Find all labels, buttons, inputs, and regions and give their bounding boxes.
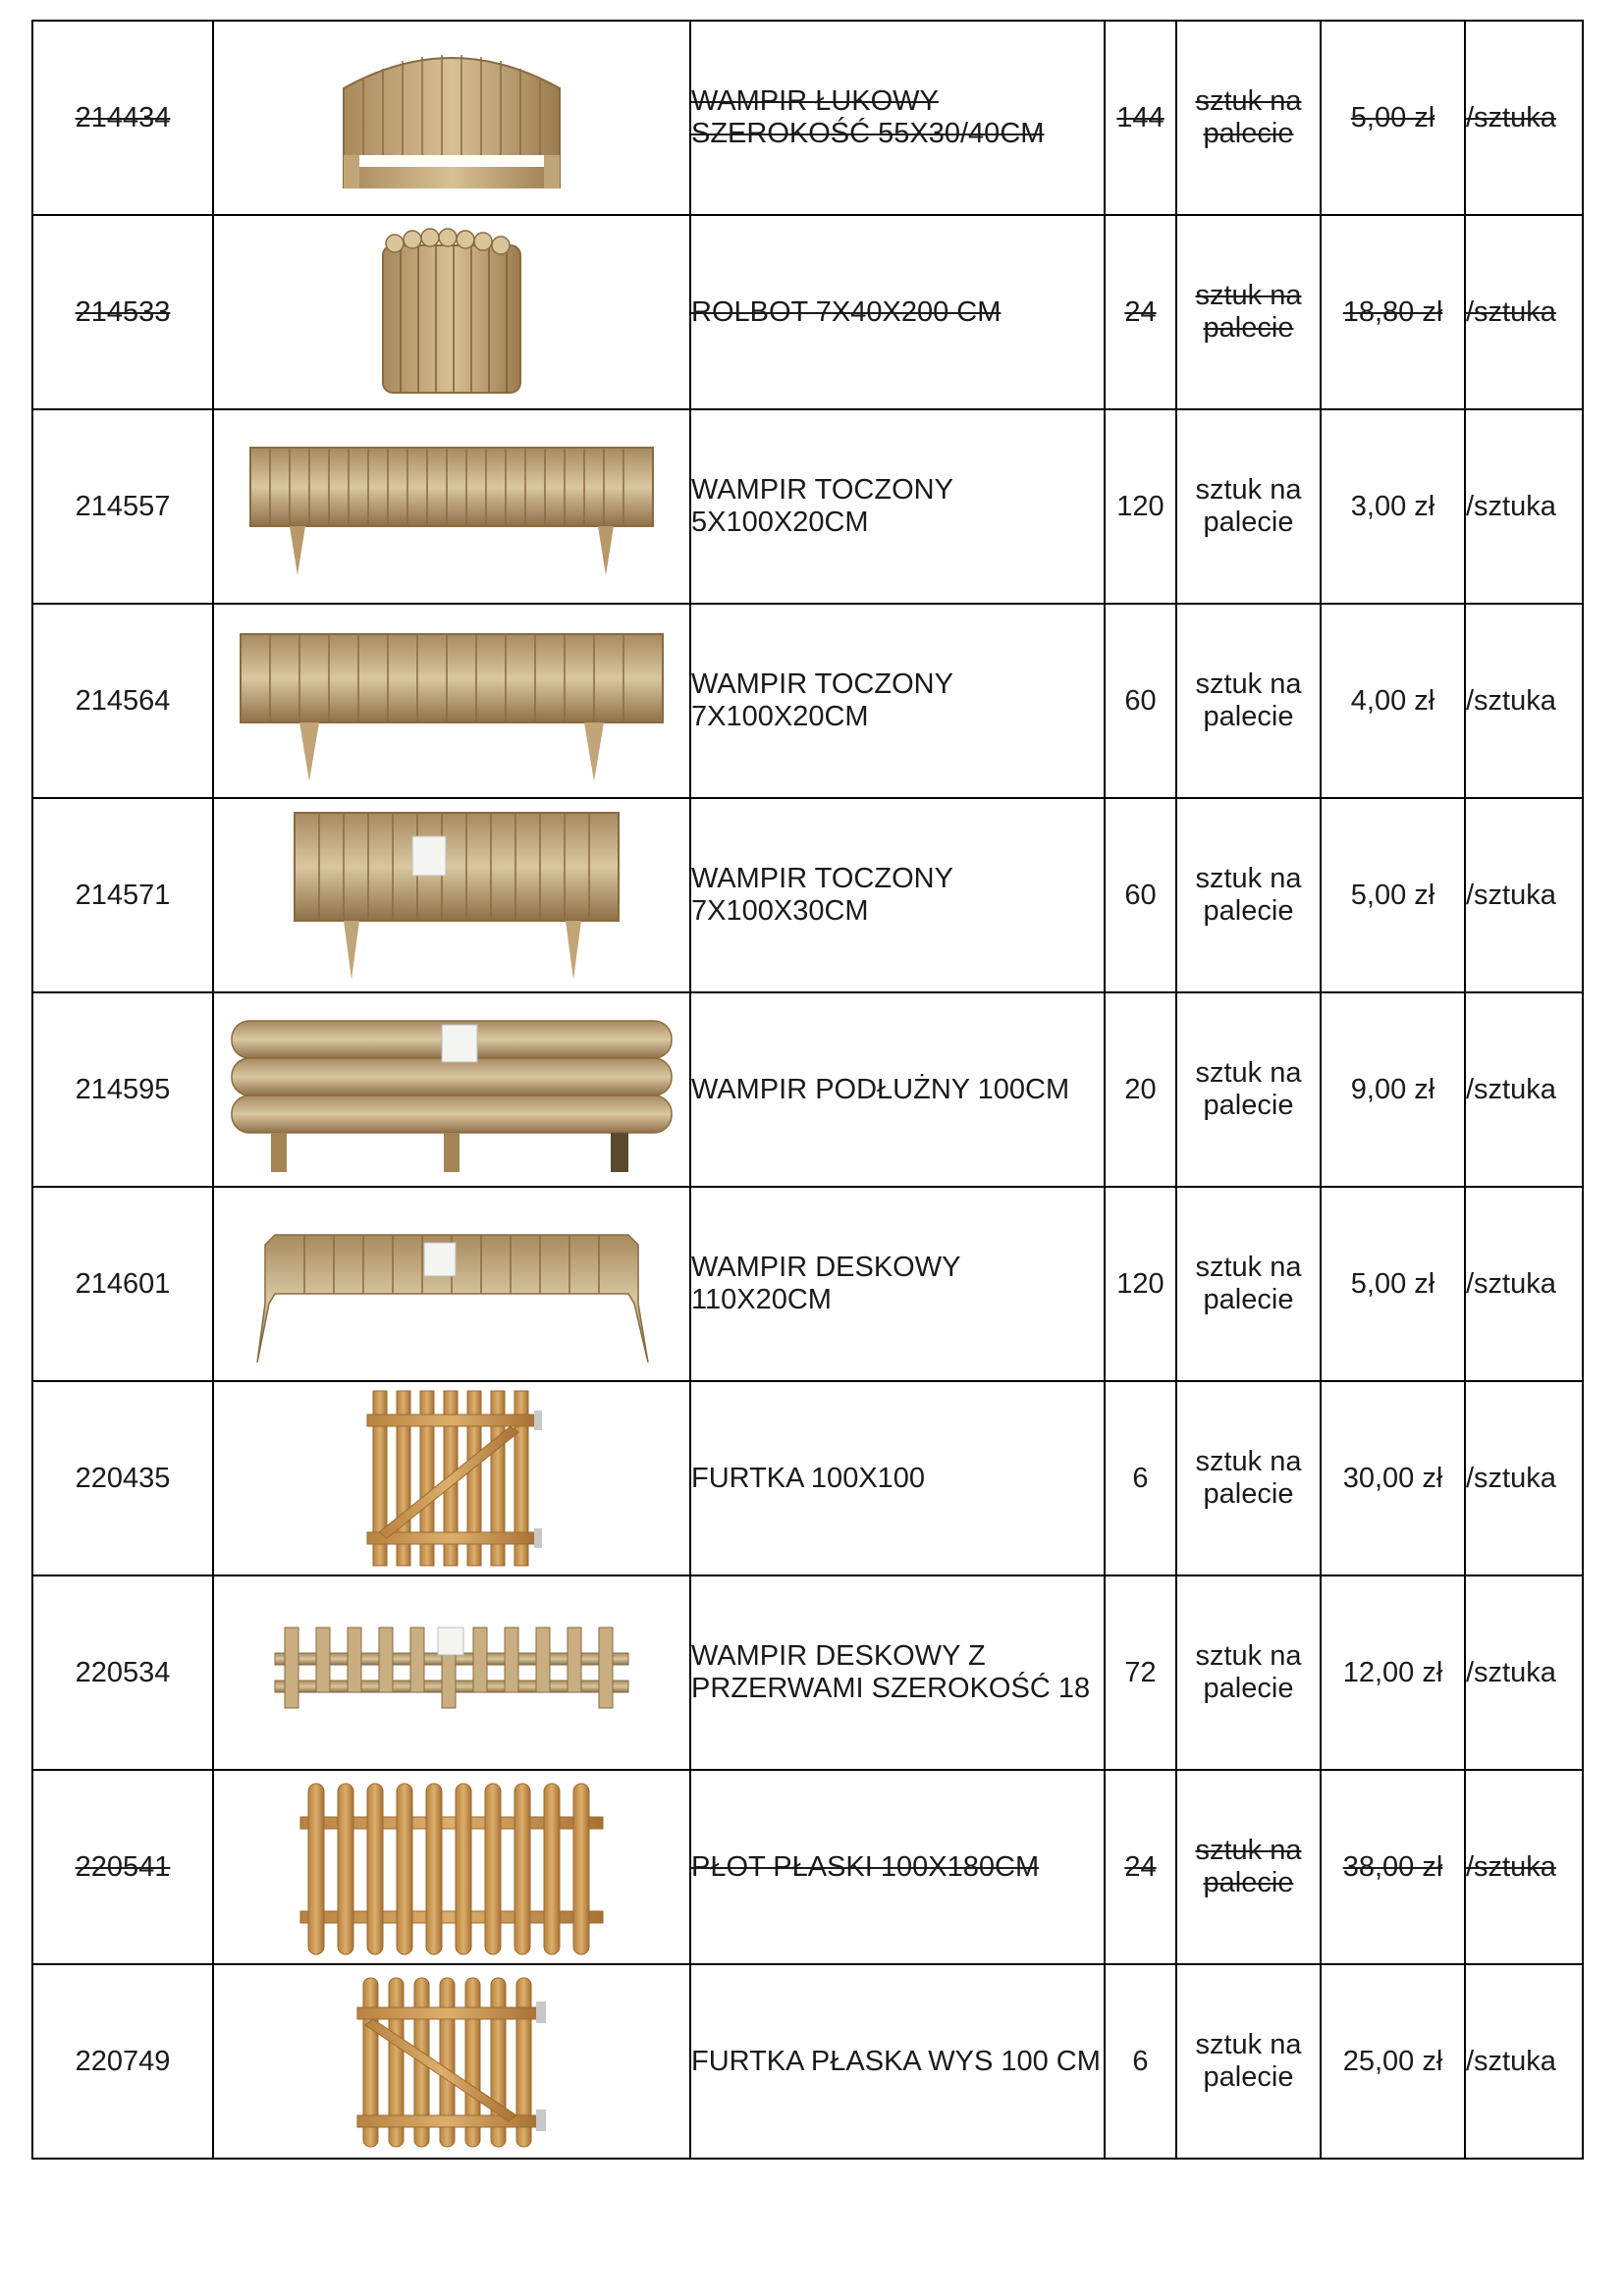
product-name: FURTKA 100X100 (690, 1381, 1105, 1575)
product-price: 4,00 zł (1321, 604, 1465, 798)
product-code: 214434 (32, 21, 213, 215)
table-row (32, 798, 1583, 992)
gate-image (353, 1385, 550, 1572)
product-price: 18,80 zł (1321, 215, 1465, 409)
product-name: WAMPIR TOCZONY 7X100X20CM (690, 604, 1105, 798)
product-price: 38,00 zł (1321, 1770, 1465, 1964)
turned-log-border-image (241, 428, 663, 585)
product-price: 9,00 zł (1321, 992, 1465, 1187)
table-row (32, 604, 1583, 798)
product-code: 214533 (32, 215, 213, 409)
product-image-cell (213, 21, 690, 215)
product-image-cell (213, 215, 690, 409)
turned-log-border-image (265, 807, 638, 984)
table-row (32, 1187, 1583, 1381)
product-price: 5,00 zł (1321, 798, 1465, 992)
price-unit: /sztuka (1465, 1381, 1583, 1575)
board-border-image (245, 1196, 658, 1372)
product-code: 220541 (32, 1770, 213, 1964)
pallet-unit-label: sztuk na palecie (1176, 21, 1321, 215)
product-image-cell (213, 1964, 690, 2159)
pallet-quantity: 6 (1105, 1381, 1176, 1575)
product-name: WAMPIR DESKOWY Z PRZERWAMI SZEROKOŚĆ 18 (690, 1575, 1105, 1770)
product-name: ROLBOT 7X40X200 CM (690, 215, 1105, 409)
table-row (32, 992, 1583, 1187)
table-row (32, 1381, 1583, 1575)
table-row (32, 1770, 1583, 1964)
price-unit: /sztuka (1465, 409, 1583, 604)
product-code: 214595 (32, 992, 213, 1187)
product-image-cell (213, 1381, 690, 1575)
product-code: 220749 (32, 1964, 213, 2159)
product-code: 220534 (32, 1575, 213, 1770)
pallet-quantity: 120 (1105, 409, 1176, 604)
pallet-unit-label: sztuk na palecie (1176, 798, 1321, 992)
price-unit: /sztuka (1465, 1770, 1583, 1964)
price-unit: /sztuka (1465, 1575, 1583, 1770)
flat-fence-image (295, 1774, 609, 1960)
log-roll-image (353, 224, 550, 400)
price-unit: /sztuka (1465, 21, 1583, 215)
pallet-quantity: 60 (1105, 604, 1176, 798)
pallet-unit-label: sztuk na palecie (1176, 992, 1321, 1187)
product-code: 214564 (32, 604, 213, 798)
pallet-quantity: 20 (1105, 992, 1176, 1187)
product-image-cell (213, 1770, 690, 1964)
pallet-quantity: 24 (1105, 215, 1176, 409)
product-image-cell (213, 1575, 690, 1770)
product-image-cell (213, 409, 690, 604)
pallet-quantity: 24 (1105, 1770, 1176, 1964)
product-price: 3,00 zł (1321, 409, 1465, 604)
pallet-unit-label: sztuk na palecie (1176, 1770, 1321, 1964)
table-row (32, 21, 1583, 215)
pallet-unit-label: sztuk na palecie (1176, 409, 1321, 604)
pallet-unit-label: sztuk na palecie (1176, 1187, 1321, 1381)
picket-border-image (265, 1614, 638, 1732)
pallet-quantity: 120 (1105, 1187, 1176, 1381)
product-code: 214571 (32, 798, 213, 992)
pallet-unit-label: sztuk na palecie (1176, 1575, 1321, 1770)
turned-log-border-image (231, 613, 673, 789)
pallet-unit-label: sztuk na palecie (1176, 1381, 1321, 1575)
product-price: 5,00 zł (1321, 21, 1465, 215)
pallet-quantity: 6 (1105, 1964, 1176, 2159)
product-name: PŁOT PŁASKI 100X180CM (690, 1770, 1105, 1964)
product-name: WAMPIR TOCZONY 7X100X30CM (690, 798, 1105, 992)
horizontal-log-border-image (226, 1001, 677, 1178)
price-unit: /sztuka (1465, 1964, 1583, 2159)
price-unit: /sztuka (1465, 215, 1583, 409)
flat-gate-image (344, 1968, 560, 2155)
product-price: 12,00 zł (1321, 1575, 1465, 1770)
product-name: WAMPIR TOCZONY 5X100X20CM (690, 409, 1105, 604)
product-name: WAMPIR ŁUKOWY SZEROKOŚĆ 55X30/40CM (690, 21, 1105, 215)
price-unit: /sztuka (1465, 992, 1583, 1187)
product-name: WAMPIR PODŁUŻNY 100CM (690, 992, 1105, 1187)
product-price: 5,00 zł (1321, 1187, 1465, 1381)
pallet-quantity: 60 (1105, 798, 1176, 992)
price-unit: /sztuka (1465, 1187, 1583, 1381)
pallet-quantity: 72 (1105, 1575, 1176, 1770)
price-table (31, 20, 1584, 2160)
product-name: WAMPIR DESKOWY 110X20CM (690, 1187, 1105, 1381)
product-name: FURTKA PŁASKA WYS 100 CM (690, 1964, 1105, 2159)
table-row (32, 215, 1583, 409)
arched-border-image (324, 29, 579, 206)
table-row (32, 1964, 1583, 2159)
product-image-cell (213, 992, 690, 1187)
product-image-cell (213, 798, 690, 992)
table-row (32, 409, 1583, 604)
product-code: 220435 (32, 1381, 213, 1575)
pallet-unit-label: sztuk na palecie (1176, 215, 1321, 409)
product-price: 30,00 zł (1321, 1381, 1465, 1575)
product-image-cell (213, 1187, 690, 1381)
table-row (32, 1575, 1583, 1770)
price-unit: /sztuka (1465, 798, 1583, 992)
product-code: 214557 (32, 409, 213, 604)
pallet-unit-label: sztuk na palecie (1176, 1964, 1321, 2159)
product-price: 25,00 zł (1321, 1964, 1465, 2159)
product-image-cell (213, 604, 690, 798)
pallet-quantity: 144 (1105, 21, 1176, 215)
price-unit: /sztuka (1465, 604, 1583, 798)
product-code: 214601 (32, 1187, 213, 1381)
pallet-unit-label: sztuk na palecie (1176, 604, 1321, 798)
